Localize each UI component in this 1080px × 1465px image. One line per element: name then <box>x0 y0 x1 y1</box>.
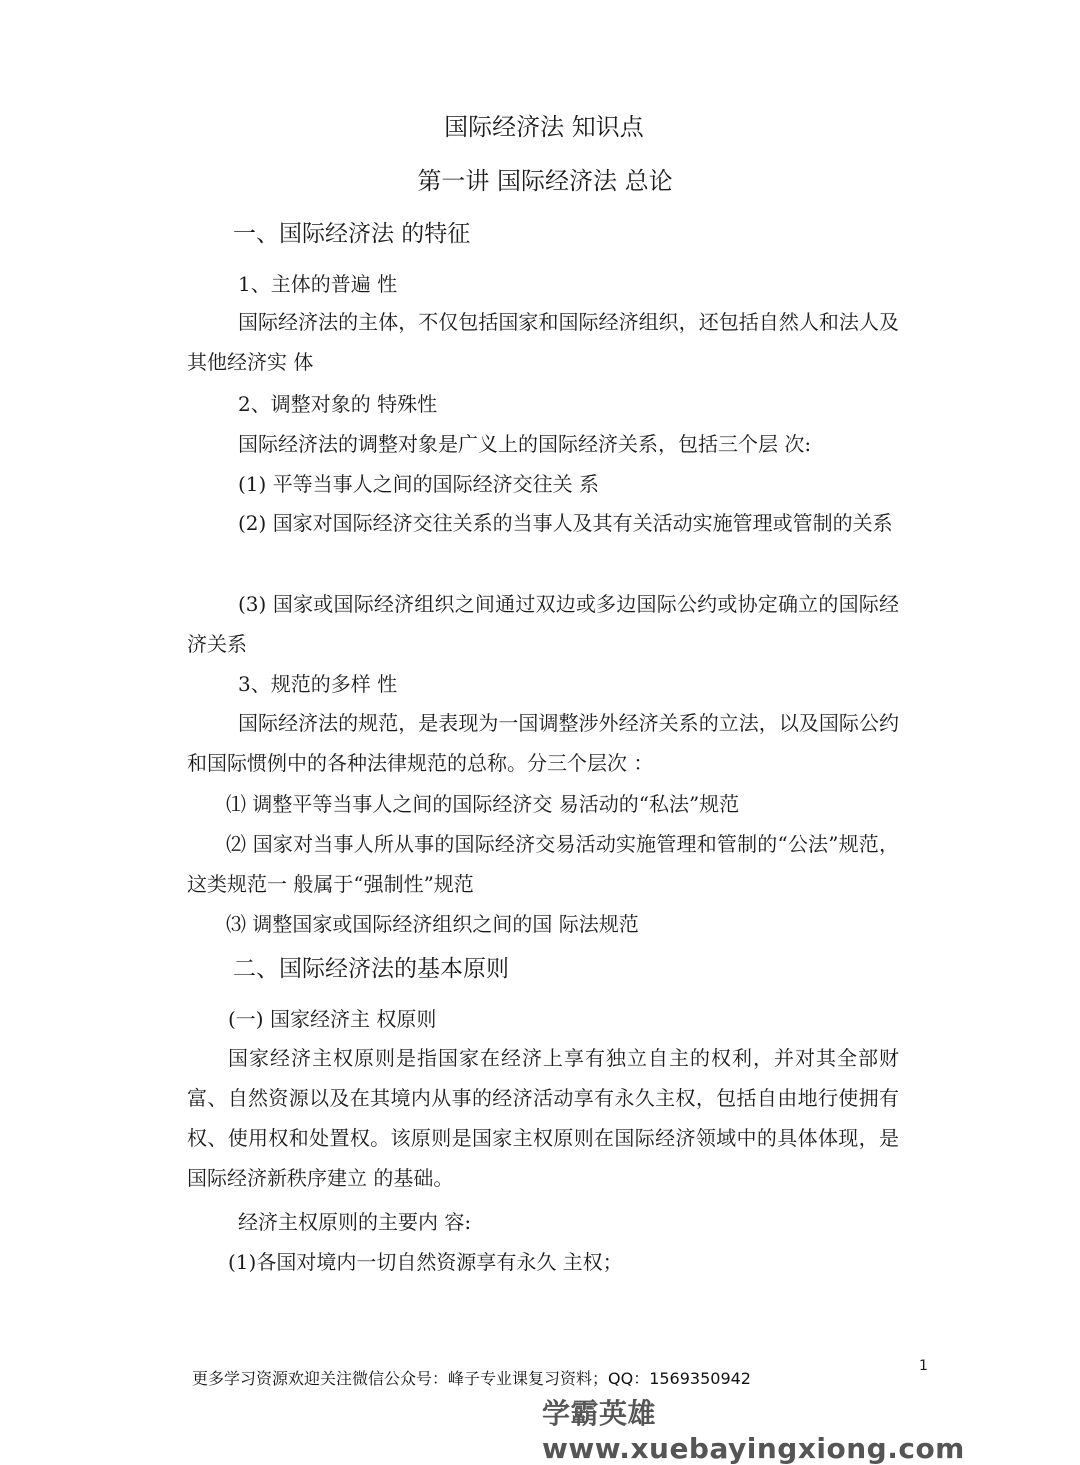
list-item: ⑵ 国家对当事人所从事的国际经济交易活动实施管理和管制的“公法”规范，这类规范一 般属于“强制性”规范 <box>187 832 899 896</box>
document-title: 国际经济法 知识点 <box>444 113 644 141</box>
lecture-title: 第一讲 国际经济法 总论 <box>417 167 673 195</box>
paragraph: 国际经济法的主体，不仅包括国家和国际经济组织，还包括自然人和法人及其他经济实 体 <box>187 310 899 374</box>
section-heading: 一、国际经济法 的特征 <box>233 221 471 247</box>
paragraph: 国际经济法的调整对象是广义上的国际经济关系，包括三个层 次: <box>238 432 812 456</box>
section-heading: 二、国际经济法的基本原则 <box>233 956 509 982</box>
item-title: 2、调整对象的 特殊性 <box>238 392 438 416</box>
paragraph: 经济主权原则的主要内 容: <box>238 1210 472 1234</box>
paragraph: 国际经济法的规范，是表现为一国调整涉外经济关系的立法，以及国际公约和国际惯例中的各种法律规范的总称。分三个层次 ： <box>187 711 899 775</box>
page-number: 1 <box>919 1358 928 1374</box>
list-item: (3) 国家或国际经济组织之间通过双边或多边国际公约或协定确立的国际经济关系 <box>187 592 899 656</box>
list-item: ⑴ 调整平等当事人之间的国际经济交 易活动的“私法”规范 <box>226 792 740 816</box>
list-item: (2) 国家对国际经济交往关系的当事人及其有关活动实施管理或管制的关系 <box>238 511 893 535</box>
list-item: ⑶ 调整国家或国际经济组织之间的国 际法规范 <box>226 912 639 936</box>
brand-watermark: 学霸英雄 www.xuebayingxiong.com <box>542 1397 965 1465</box>
list-item: (1)各国对境内一切自然资源享有永久 主权； <box>228 1250 623 1274</box>
item-title: 1、主体的普遍 性 <box>238 272 398 296</box>
footer-notice: 更多学习资源欢迎关注微信公众号：峰子专业课复习资料；QQ：1569350942 <box>192 1369 751 1388</box>
item-title: (一) 国家经济主 权原则 <box>228 1007 437 1031</box>
item-title: 3、规范的多样 性 <box>238 672 398 696</box>
list-item: (1) 平等当事人之间的国际经济交往关 系 <box>238 472 600 496</box>
paragraph: 国家经济主权原则是指国家在经济上享有独立自主的权利，并对其全部财富、自然资源以及在其境内从事的经济活动享有永久主权，包括自由地行使拥有权、使用权和处置权。该原则是国家主权原则在国际经济领域中的具体体现，是国际经济新秩序建立 的基础。 <box>187 1046 899 1190</box>
